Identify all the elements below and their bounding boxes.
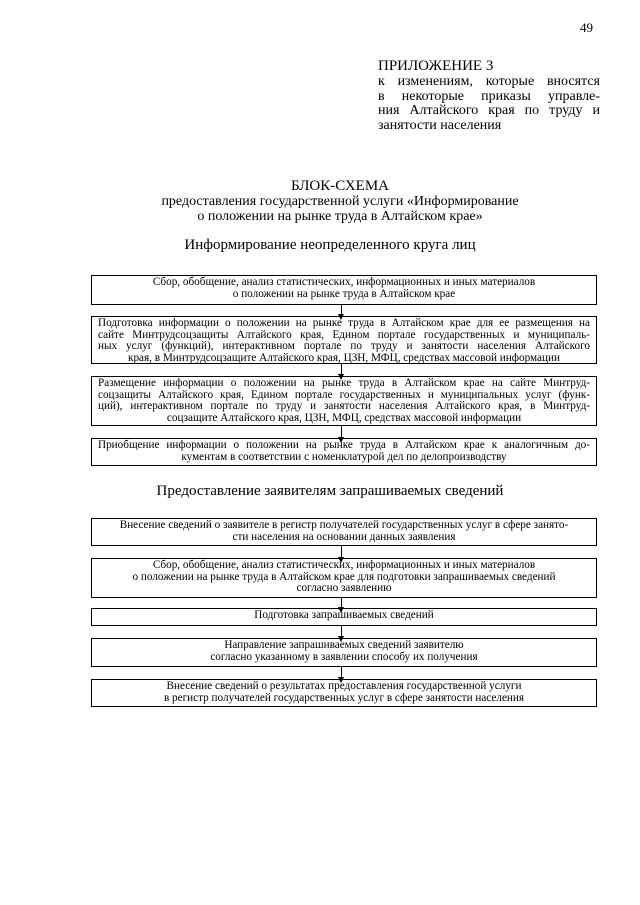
appendix-body — [378, 75, 600, 133]
box-line: Сбор, обобщение, анализ статистических, информационных и иных материалов — [152, 276, 536, 288]
box-line: Приобщение информации о положении на рынке труда в Алтайском крае к аналогичным до- — [98, 439, 590, 451]
box-line: кументам в соответствии с номенклатурой дел по делопроизводству — [181, 450, 507, 463]
box-line: в регистр получателей государственных услуг в сфере занятости населения — [163, 691, 525, 704]
box-line: Внесение сведений о заявителе в регистр получателей государственных услуг в сфере занято- — [119, 519, 569, 531]
flow-box — [91, 679, 597, 707]
appendix-line: в некоторые приказы управле- — [378, 88, 600, 104]
box-line: Подготовка информации о положении на рынке труда в Алтайском крае для ее размещения на — [98, 317, 590, 329]
box-line: края, в Минтрудсоцзащите Алтайского края, ЦЗН, МФЦ, средствах массовой информации — [128, 351, 560, 364]
box-line: ных услуг (функций), интерактивном портале по труду и занятости населения Алтайского — [98, 340, 590, 352]
title-line: БЛОК-СХЕМА — [290, 178, 390, 194]
appendix-heading: ПРИЛОЖЕНИЕ 3 — [378, 58, 494, 74]
appendix-line: занятости населения — [378, 117, 502, 133]
flow-box — [91, 558, 597, 598]
box-line: соцзащите Алтайского края, ЦЗН, МФЦ, средствах массовой информации — [166, 411, 522, 424]
appendix-line: ния Алтайского края по труду и — [378, 103, 600, 118]
appendix-block — [378, 58, 600, 133]
box-line: Направление запрашиваемых сведений заявителю — [224, 639, 464, 651]
box-line: ций), интерактивном портале по труду и занятости населения Алтайского края, в Минтруд- — [98, 400, 590, 412]
flow-box — [91, 608, 597, 626]
box-line: Размещение информации о положении на рынке труда в Алтайском крае на сайте Минтруд- — [98, 377, 590, 389]
box-line: Сбор, обобщение, анализ статистических, информационных и иных материалов — [152, 559, 536, 571]
flow-box — [91, 316, 597, 364]
box-line: сти населения на основании данных заявления — [232, 530, 456, 543]
box-line: Подготовка запрашиваемых сведений — [254, 609, 434, 621]
title-line: предоставления государственной услуги «Информирование — [161, 194, 519, 209]
title-line: о положении на рынке труда в Алтайском крае» — [197, 209, 483, 224]
flow-box — [91, 518, 597, 546]
appendix-line: к изменениям, которые вносятся — [378, 74, 600, 89]
page-number: 49 — [580, 20, 593, 35]
section1-heading: Информирование неопределенного круга лиц — [184, 237, 476, 253]
flow-box — [91, 638, 597, 667]
box-line: о положении на рынке труда в Алтайском крае — [232, 287, 456, 300]
box-line: сайте Минтрудсоцзащиты Алтайского края, Едином портале государственных и муниципаль- — [98, 328, 590, 341]
section2-heading: Предоставление заявителям запрашиваемых сведений — [156, 483, 504, 499]
box-line: соцзащиты Алтайского края, Едином портале государственных и муниципальных услуг (функ- — [98, 388, 590, 401]
flow-box — [91, 376, 597, 426]
box-line: согласно указанному в заявлении способу их получения — [210, 650, 478, 663]
document-title — [120, 178, 560, 224]
flow-box — [91, 438, 597, 466]
box-line: Внесение сведений о результатах предоставления государственной услуги — [166, 680, 522, 692]
flow-box — [91, 275, 597, 305]
box-line: о положении на рынке труда в Алтайском крае для подготовки запрашиваемых сведений — [132, 570, 556, 583]
box-line: согласно заявлению — [296, 582, 392, 594]
